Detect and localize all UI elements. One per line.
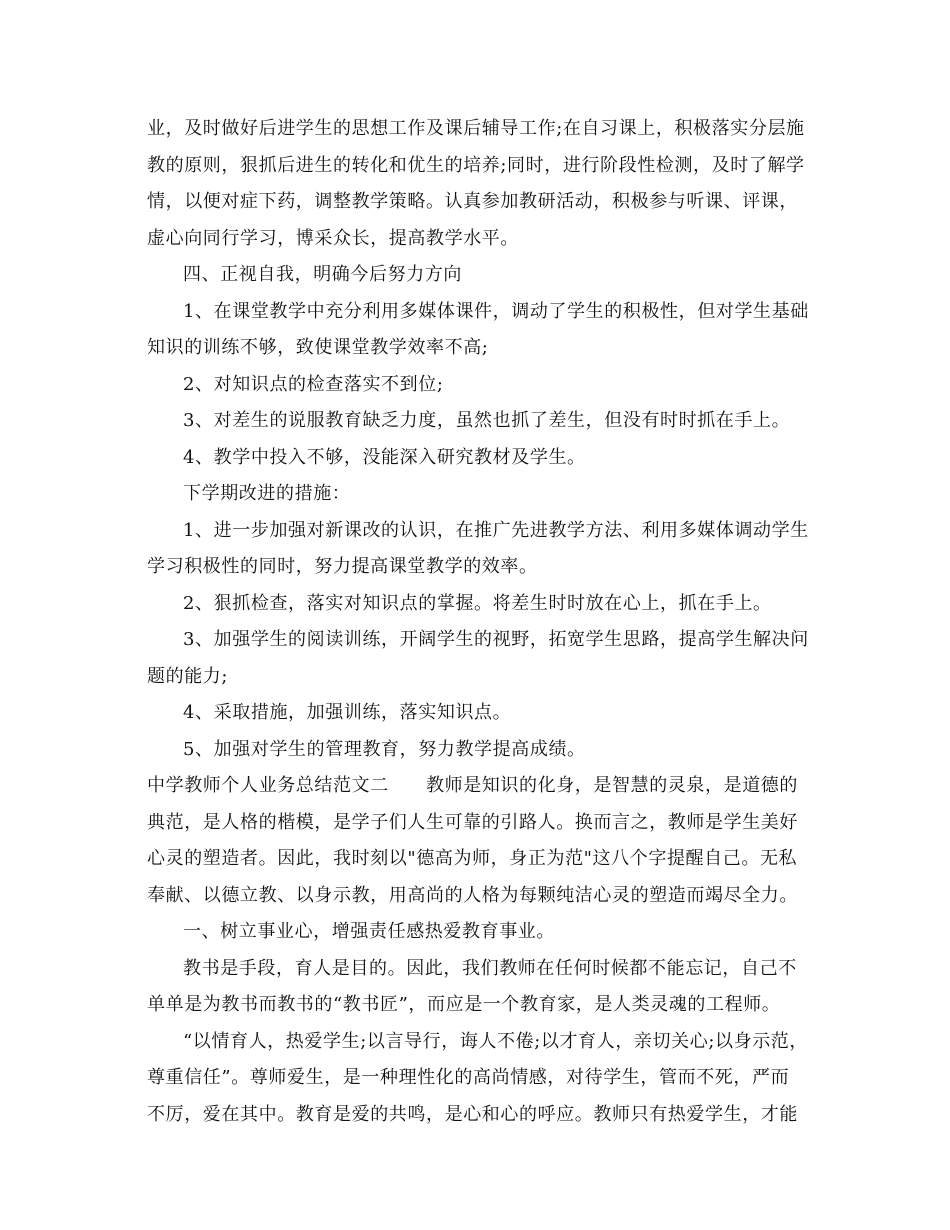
text-line: 2、对知识点的检查落实不到位; [183, 374, 444, 395]
text-line: 教的原则，狠抓后进生的转化和优生的培养;同时，进行阶段性检测，及时了解学 [147, 155, 805, 176]
text-line: 4、采取措施，加强训练，落实知识点。 [183, 702, 512, 723]
text-line: 题的能力; [147, 666, 229, 687]
text-line: 情，以便对症下药，调整教学策略。认真参加教研活动，积极参与听课、评课， [147, 191, 798, 212]
text-line: 心灵的塑造者。因此，我时刻以"德高为师，身正为范"这八个字提醒自己。无私 [147, 848, 798, 869]
text-line: 学习积极性的同时，努力提高课堂教学的效率。 [147, 556, 538, 577]
section-heading: 四、正视自我，明确今后努力方向 [183, 264, 462, 285]
text-line: 虚心向同行学习，博采众长，提高教学水平。 [147, 228, 519, 249]
text-line: 典范，是人格的楷模，是学子们人生可靠的引路人。换而言之，教师是学生美好 [147, 812, 798, 833]
text-line: 2、狠抓检查，落实对知识点的掌握。将差生时时放在心上，抓在手上。 [183, 593, 772, 614]
text-line: 尊重信任”。尊师爱生，是一种理性化的高尚情感，对待学生，管而不死，严而 [147, 1067, 790, 1088]
text-line: 奉献、以德立教、以身示教，用高尚的人格为每颗纯洁心灵的塑造而竭尽全力。 [147, 885, 798, 906]
text-line: 3、对差生的说服教育缺乏力度，虽然也抓了差生，但没有时时抓在手上。 [183, 410, 791, 431]
text-line: 教书是手段，育人是目的。因此，我们教师在任何时候都不能忘记，自己不 [183, 958, 797, 979]
text-line: “以情育人，热爱学生;以言导行，诲人不倦;以才育人，亲切关心;以身示范， [183, 1031, 808, 1052]
section-heading: 下学期改进的措施： [183, 483, 351, 504]
text-line: 1、在课堂教学中充分利用多媒体课件，调动了学生的积极性，但对学生基础 [183, 301, 809, 322]
text-line: 知识的训练不够，致使课堂教学效率不高; [147, 337, 489, 358]
text-line: 1、进一步加强对新课改的认识，在推广先进教学方法、利用多媒体调动学生 [183, 520, 809, 541]
article-title-line: 中学教师个人业务总结范文二 教师是知识的化身，是智慧的灵泉，是道德的 [147, 775, 798, 796]
text-line: 3、加强学生的阅读训练，开阔学生的视野，拓宽学生思路，提高学生解决问 [183, 629, 809, 650]
text-line: 单单是为教书而教书的“教书匠”，而应是一个教育家，是人类灵魂的工程师。 [147, 994, 781, 1015]
text-line: 4、教学中投入不够，没能深入研究教材及学生。 [183, 447, 586, 468]
text-line: 5、加强对学生的管理教育，努力教学提高成绩。 [183, 739, 586, 760]
text-line: 不厉，爱在其中。教育是爱的共鸣，是心和心的呼应。教师只有热爱学生，才能 [147, 1104, 798, 1125]
section-heading: 一、树立事业心，增强责任感热爱教育事业。 [183, 921, 555, 942]
text-line: 业，及时做好后进学生的思想工作及课后辅导工作;在自习课上，积极落实分层施 [147, 118, 805, 139]
